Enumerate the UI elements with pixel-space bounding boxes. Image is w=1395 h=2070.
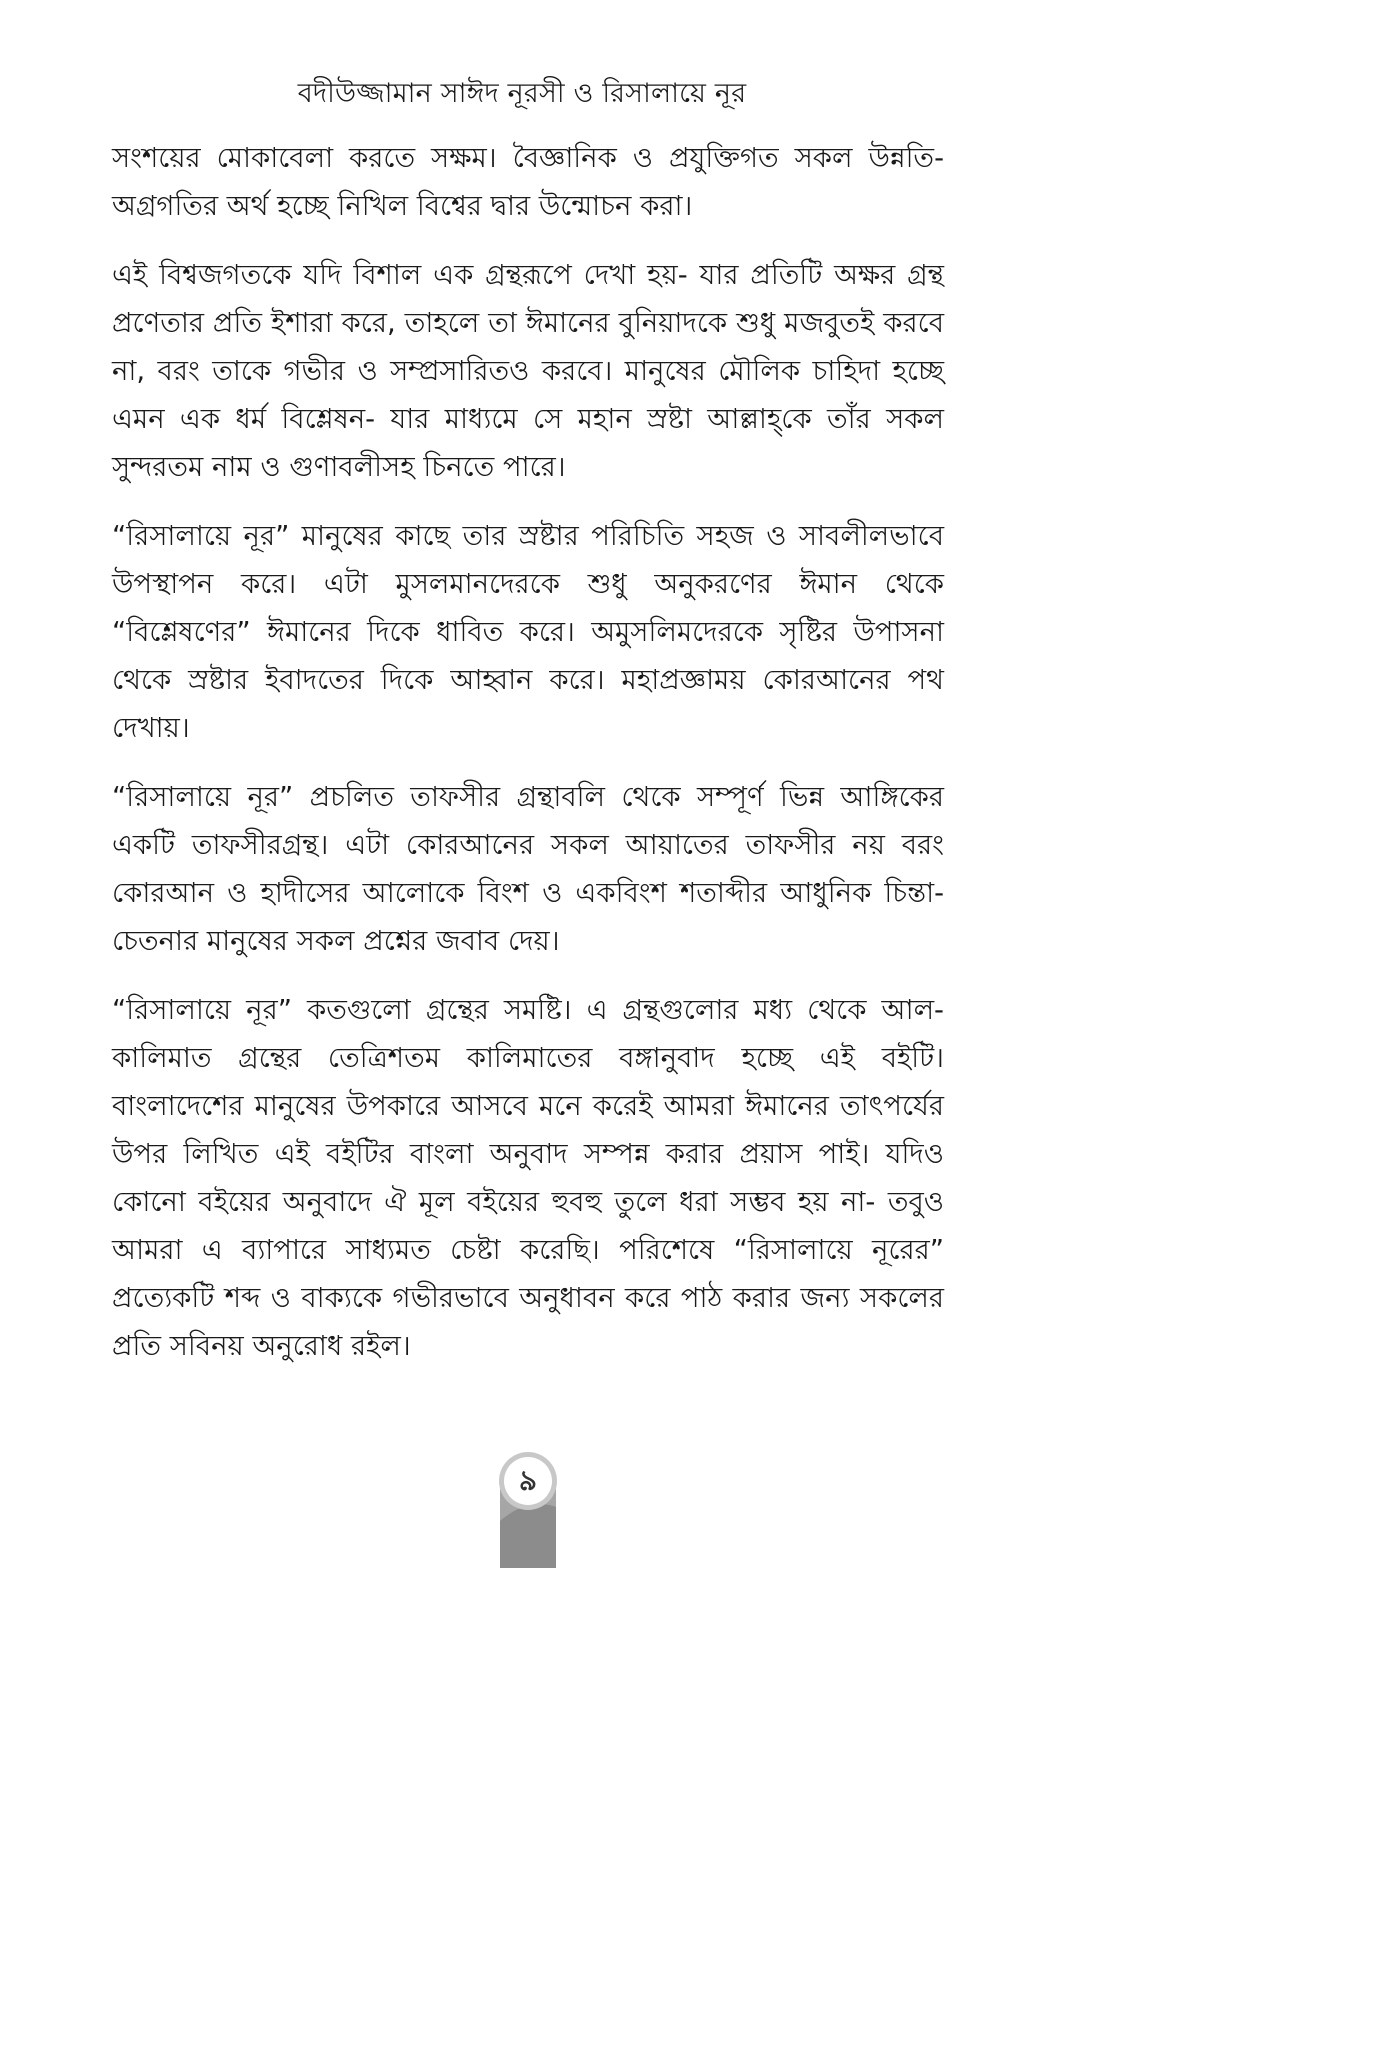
paragraph: এই বিশ্বজগতকে যদি বিশাল এক গ্রন্থরূপে দেখা হয়- যার প্রতিটি অক্ষর গ্রন্থ প্রণেতার প্রতি ইশারা করে, তাহলে তা ঈমানের বুনিয়াদকে শুধু মজবুতই করবে না, বরং তাকে গভীর ও সম্প্রসারিতও করবে। মানুষের মৌলিক চাহিদা হচ্ছে এমন এক ধর্ম বিশ্লেষন- যার মাধ্যমে সে মহান স্রষ্টা আল্লাহ্‌কে তাঁর সকল সুন্দরতম নাম ও গুণাবলীসহ চিনতে পারে। xyxy=(112,259,944,483)
body-text xyxy=(112,134,944,1391)
paragraph: “রিসালায়ে নূর” প্রচলিত তাফসীর গ্রন্থাবলি থেকে সম্পূর্ণ ভিন্ন আঙ্গিকের একটি তাফসীরগ্রন্থ। এটা কোরআনের সকল আয়াতের তাফসীর নয় বরং কোরআন ও হাদীসের আলোকে বিংশ ও একবিংশ শতাব্দীর আধুনিক চিন্তা-চেতনার মানুষের সকল প্রশ্নের জবাব দেয়। xyxy=(112,781,944,957)
paragraph: “রিসালায়ে নূর” মানুষের কাছে তার স্রষ্টার পরিচিতি সহজ ও সাবলীলভাবে উপস্থাপন করে। এটা মুসলমানদেরকে শুধু অনুকরণের ঈমান থেকে “বিশ্লেষণের” ঈমানের দিকে ধাবিত করে। অমুসলিমদেরকে সৃষ্টির উপাসনা থেকে স্রষ্টার ইবাদতের দিকে আহ্বান করে। মহাপ্রজ্ঞাময় কোরআনের পথ দেখায়। xyxy=(112,520,944,744)
running-header-title: বদীউজ্জামান সাঈদ নূরসী ও রিসালায়ে নূর xyxy=(297,78,747,109)
paragraph: “রিসালায়ে নূর” কতগুলো গ্রন্থের সমষ্টি। এ গ্রন্থগুলোর মধ্য থেকে আল-কালিমাত গ্রন্থের তেত্রিশতম কালিমাতের বঙ্গানুবাদ হচ্ছে এই বইটি। বাংলাদেশের মানুষের উপকারে আসবে মনে করেই আমরা ঈমানের তাৎপর্যের উপর লিখিত এই বইটির বাংলা অনুবাদ সম্পন্ন করার প্রয়াস পাই। যদিও কোনো বইয়ের অনুবাদে ঐ মূল বইয়ের হুবহু তুলে ধরা সম্ভব হয় না- তবুও আমরা এ ব্যাপারে সাধ্যমত চেষ্টা করেছি। পরিশেষে “রিসালায়ে নূরের” প্রত্যেকটি শব্দ ও বাক্যকে গভীরভাবে অনুধাবন করে পাঠ করার জন্য সকলের প্রতি সবিনয় অনুরোধ রইল। xyxy=(112,994,944,1362)
page-number: ৯ xyxy=(518,1464,538,1497)
page-number-tab xyxy=(496,1451,560,1568)
paragraph: সংশয়ের মোকাবেলা করতে সক্ষম। বৈজ্ঞানিক ও প্রযুক্তিগত সকল উন্নতি-অগ্রগতির অর্থ হচ্ছে নিখিল বিশ্বের দ্বার উন্মোচন করা। xyxy=(112,142,944,222)
